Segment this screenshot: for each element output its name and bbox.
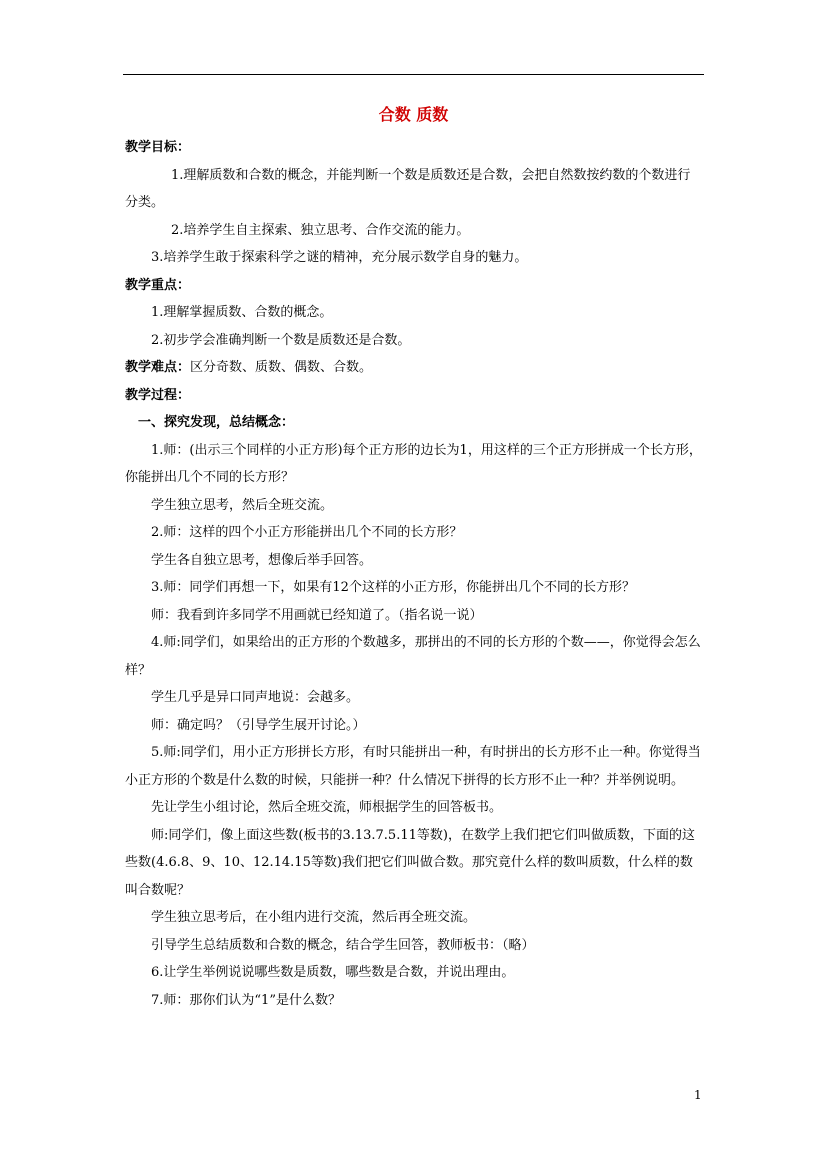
difficulty-label: 教学难点： [125,360,191,375]
difficulty-line [125,354,703,382]
paragraph-9: 师：确定吗？（引导学生展开讨论。） [151,717,366,733]
key-1: 1.理解掌握质数、合数的概念。 [151,305,333,320]
process-heading: 教学过程： [125,387,191,403]
document-body [125,134,703,1014]
key-heading: 教学重点： [125,277,191,293]
paragraph-7: 4.师:同学们，如果给出的正方形的个数越多，那拼出的不同的长方形的个数——，你觉得会怎么样？ [125,635,701,678]
paragraph-11: 先让学生小组讨论，然后全班交流，师根据学生的回答板书。 [151,800,503,815]
page-title: 合数 质数 [378,105,449,124]
paragraph-10: 5.师:同学们，用小正方形拼长方形，有时只能拼出一种，有时拼出的长方形不止一种。你觉得当小正方形的个数是什么数的时候，只能拼一种？什么情况下拼得的长方形不止一种？并举例说明。 [125,745,701,788]
paragraph-4: 学生各自独立思考，想像后举手回答。 [151,552,373,568]
paragraph-3: 2.师：这样的四个小正方形能拼出几个不同的长方形？ [151,525,463,540]
paragraph-2: 学生独立思考，然后全班交流。 [151,497,334,513]
part1-heading: 一、探究发现，总结概念： [138,415,295,430]
paragraph-12: 师:同学们，像上面这些数(板书的3.13.7.5.11等数)，在数学上我们把它们叫做质数，下面的这些数(4.6.8、9、10、12.14.15等数)我们把它们叫做合数。那究竟什么样的数叫质数，什么样的数叫合数呢？ [125,827,695,898]
paragraph-5: 3.师：同学们再想一下，如果有12个这样的小正方形，你能拼出几个不同的长方形？ [151,580,635,595]
goal-3: 3.培养学生敢于探索科学之谜的精神，充分展示数学自身的魅力。 [151,250,528,265]
paragraph-6: 师：我看到许多同学不用画就已经知道了。（指名说一说） [151,607,483,623]
key-2: 2.初步学会准确判断一个数是质数还是合数。 [151,332,411,348]
page-number: 1 [694,1088,702,1102]
paragraph-13: 学生独立思考后，在小组内进行交流，然后再全班交流。 [151,910,477,925]
paragraph-8: 学生几乎是异口同声地说：会越多。 [151,690,360,705]
header-rule [123,74,704,75]
paragraph-1: 1.师：(出示三个同样的小正方形)每个正方形的边长为1，用这样的三个正方形拼成一个长方形，你能拼出几个不同的长方形？ [125,442,702,485]
goals-heading: 教学目标： [125,140,191,155]
goal-1: 1.理解质数和合数的概念，并能判断一个数是质数还是合数，会把自然数按约数的个数进行分类。 [125,167,691,210]
paragraph-16: 7.师：那你们认为“1”是什么数？ [151,992,341,1008]
paragraph-14: 引导学生总结质数和合数的概念，结合学生回答，教师板书：（略） [151,937,535,953]
difficulty-text: 区分奇数、质数、偶数、合数。 [190,360,373,375]
goal-2: 2.培养学生自主探索、独立思考、合作交流的能力。 [171,222,470,238]
paragraph-15: 6.让学生举例说说哪些数是质数，哪些数是合数，并说出理由。 [151,965,515,980]
